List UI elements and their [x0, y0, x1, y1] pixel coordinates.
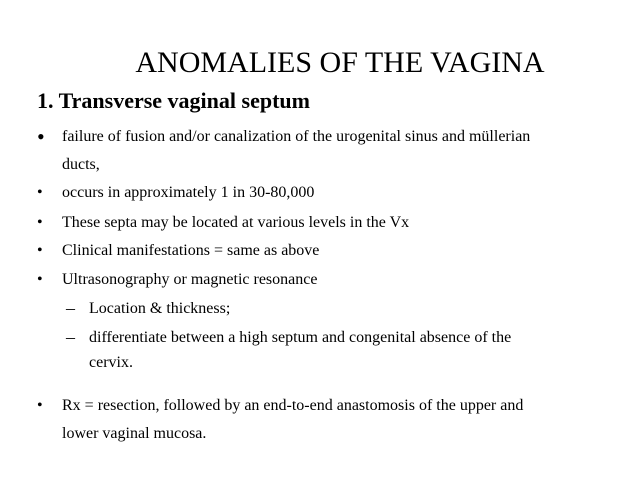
sub-bullet-marker-1: – [66, 298, 75, 318]
bullet-4-text: Clinical manifestations = same as above [62, 242, 320, 259]
bullet-marker-4: • [37, 242, 43, 259]
bullet-marker-3: • [37, 214, 43, 231]
sub-bullet-2-line-1: differentiate between a high septum and congenital absence of the [89, 329, 512, 346]
final-bullet-line-1: Rx = resection, followed by an end-to-end anastomosis of the upper and [62, 397, 524, 414]
bullet-1-line-2: ducts, [62, 156, 100, 173]
bullet-marker-1: • [37, 124, 45, 149]
slide-title: ANOMALIES OF THE VAGINA [135, 46, 545, 79]
bullet-3-text: These septa may be located at various levels in the Vx [62, 214, 410, 231]
bullet-marker-5: • [37, 271, 43, 288]
section-heading: 1. Transverse vaginal septum [37, 88, 310, 113]
bullet-marker-6: • [37, 397, 43, 414]
bullet-marker-2: • [37, 184, 43, 201]
sub-bullet-1-text: Location & thickness; [89, 300, 231, 317]
bullet-2-text: occurs in approximately 1 in 30-80,000 [62, 184, 315, 201]
bullet-5-text: Ultrasonography or magnetic resonance [62, 271, 318, 288]
sub-bullet-marker-2: – [66, 327, 75, 347]
bullet-1-line-1: failure of fusion and/or canalization of the urogenital sinus and müllerian [62, 128, 531, 145]
sub-bullet-2-line-2: cervix. [89, 354, 133, 371]
final-bullet-line-2: lower vaginal mucosa. [62, 425, 207, 442]
